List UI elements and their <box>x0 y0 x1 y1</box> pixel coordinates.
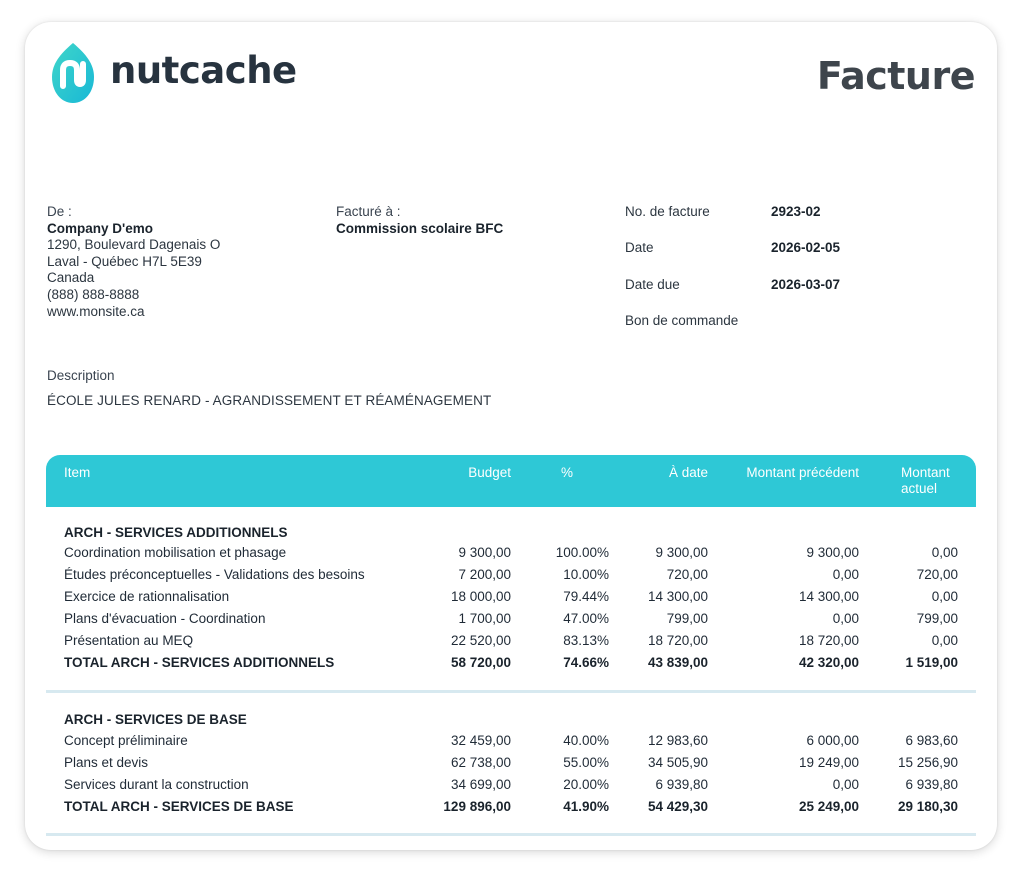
bill-to-name: Commission scolaire BFC <box>336 220 504 236</box>
cell-budget: 129 896,00 <box>443 799 511 814</box>
cell-current: 6 939,80 <box>905 777 958 792</box>
total-row <box>46 799 976 821</box>
cell-budget: 58 720,00 <box>450 655 511 670</box>
cell-previous: 19 249,00 <box>798 755 859 770</box>
cell-previous: 0,00 <box>832 611 859 626</box>
header-percent: % <box>560 465 573 480</box>
cell-item: Études préconceptuelles - Validations des besoins <box>64 567 365 582</box>
table-header <box>46 455 976 507</box>
from-country: Canada <box>47 270 95 286</box>
table-row <box>46 611 976 633</box>
cell-item: Plans et devis <box>64 755 149 770</box>
cell-current: 0,00 <box>931 545 958 560</box>
cell-current: 15 256,90 <box>897 755 958 770</box>
header-current-line1: Montant <box>901 465 950 480</box>
cell-previous: 0,00 <box>832 567 859 582</box>
header-item: Item <box>64 465 91 480</box>
cell-budget: 22 520,00 <box>450 633 511 648</box>
meta-label: Date <box>625 240 654 256</box>
meta-row-invoice-number <box>625 204 840 240</box>
cell-previous: 6 000,00 <box>806 733 859 748</box>
meta-value: 2026-02-05 <box>771 240 841 256</box>
description-label: Description <box>47 368 115 383</box>
cell-percent: 55.00% <box>563 755 609 770</box>
cell-a-date: 6 939,80 <box>655 777 708 792</box>
description-value: ÉCOLE JULES RENARD - AGRANDISSEMENT ET RÉAMÉNAGEMENT <box>47 393 492 408</box>
cell-percent: 10.00% <box>563 567 609 582</box>
cell-percent: 20.00% <box>563 777 609 792</box>
table-row <box>46 589 976 611</box>
cell-item: Présentation au MEQ <box>64 633 194 648</box>
meta-value: 2923-02 <box>771 204 821 219</box>
cell-current: 29 180,30 <box>897 799 958 814</box>
cell-current: 1 519,00 <box>905 655 958 670</box>
cell-percent: 41.90% <box>563 799 609 814</box>
header-a-date: À date <box>668 465 708 480</box>
table-row <box>46 777 976 799</box>
cell-budget: 32 459,00 <box>450 733 511 748</box>
cell-previous: 9 300,00 <box>806 545 859 560</box>
cell-a-date: 799,00 <box>666 611 708 626</box>
cell-current: 799,00 <box>916 611 958 626</box>
document-title: Facture <box>816 54 975 98</box>
cell-a-date: 54 429,30 <box>647 799 708 814</box>
meta-row-purchase-order <box>625 313 840 349</box>
cell-percent: 74.66% <box>563 655 609 670</box>
meta-row-date <box>625 240 840 276</box>
cell-percent: 83.13% <box>563 633 609 648</box>
cell-percent: 40.00% <box>563 733 609 748</box>
cell-a-date: 18 720,00 <box>647 633 708 648</box>
brand-logo <box>46 40 297 106</box>
brand-name: nutcache <box>110 48 297 92</box>
cell-budget: 9 300,00 <box>458 545 511 560</box>
cell-a-date: 720,00 <box>666 567 708 582</box>
cell-budget: 7 200,00 <box>458 567 511 582</box>
cell-previous: 18 720,00 <box>798 633 859 648</box>
header-current-amount <box>901 465 950 497</box>
cell-previous: 25 249,00 <box>798 799 859 814</box>
from-company: Company D'emo <box>47 220 153 236</box>
meta-label: No. de facture <box>625 204 710 219</box>
header-current-line2: actuel <box>901 481 938 496</box>
meta-value: 2026-03-07 <box>771 276 841 292</box>
cell-current: 0,00 <box>931 589 958 604</box>
table-row <box>46 633 976 655</box>
meta-row-due-date <box>625 277 840 313</box>
table-bottom-divider <box>46 833 976 836</box>
section-divider <box>46 690 976 693</box>
from-phone: (888) 888-8888 <box>47 286 140 302</box>
section-title: ARCH - SERVICES DE BASE <box>64 712 247 727</box>
cell-a-date: 34 505,90 <box>647 755 708 770</box>
bill-to-label: Facturé à : <box>336 204 401 219</box>
cell-percent: 79.44% <box>563 589 609 604</box>
cell-current: 6 983,60 <box>905 733 958 748</box>
from-block <box>47 204 220 320</box>
section-title: ARCH - SERVICES ADDITIONNELS <box>64 525 288 540</box>
cell-current: 720,00 <box>916 567 958 582</box>
cell-a-date: 43 839,00 <box>647 655 708 670</box>
cell-item: Services durant la construction <box>64 777 249 792</box>
cell-a-date: 9 300,00 <box>655 545 708 560</box>
cell-budget: 18 000,00 <box>450 589 511 604</box>
cell-budget: 62 738,00 <box>450 755 511 770</box>
table-row <box>46 733 976 755</box>
cell-item: Coordination mobilisation et phasage <box>64 545 287 560</box>
cell-item: Concept préliminaire <box>64 733 188 748</box>
invoice-meta <box>625 204 840 349</box>
total-row <box>46 655 976 677</box>
table-row <box>46 567 976 589</box>
header-budget: Budget <box>468 465 511 480</box>
cell-item: Exercice de rationnalisation <box>64 589 230 604</box>
cell-item: TOTAL ARCH - SERVICES ADDITIONNELS <box>64 655 335 670</box>
meta-label: Date due <box>625 276 680 292</box>
cell-percent: 47.00% <box>563 611 609 626</box>
bill-to-block <box>336 204 503 237</box>
cell-budget: 34 699,00 <box>450 777 511 792</box>
cell-a-date: 12 983,60 <box>647 733 708 748</box>
nutcache-logo-icon <box>46 40 100 106</box>
cell-current: 0,00 <box>931 633 958 648</box>
from-label: De : <box>47 204 72 219</box>
from-website: www.monsite.ca <box>47 303 145 319</box>
cell-a-date: 14 300,00 <box>647 589 708 604</box>
cell-previous: 0,00 <box>832 777 859 792</box>
header-previous-amount: Montant précédent <box>746 465 859 480</box>
cell-previous: 14 300,00 <box>798 589 859 604</box>
from-address-line1: 1290, Boulevard Dagenais O <box>47 237 221 253</box>
from-address-line2: Laval - Québec H7L 5E39 <box>47 253 202 269</box>
table-row <box>46 755 976 777</box>
table-row <box>46 545 976 567</box>
cell-item: TOTAL ARCH - SERVICES DE BASE <box>64 799 294 814</box>
meta-label: Bon de commande <box>625 312 739 328</box>
cell-budget: 1 700,00 <box>458 611 511 626</box>
cell-previous: 42 320,00 <box>798 655 859 670</box>
cell-percent: 100.00% <box>555 545 609 560</box>
cell-item: Plans d'évacuation - Coordination <box>64 611 266 626</box>
